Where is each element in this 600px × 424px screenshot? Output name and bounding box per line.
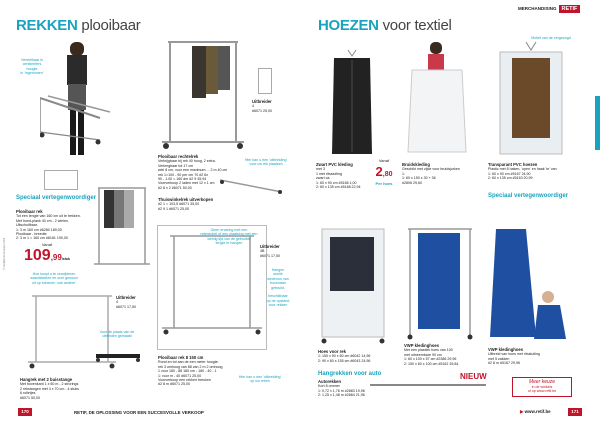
car-info: Autorekken Kort 8 ommer 1: 0,72 x 1,76 m #2883 19,96 2: 1,25 x 1,48 m #2884 21,96: [318, 379, 365, 398]
note-fold: Verstelbaar in centimeters hoogte in ‘ingenomen’: [20, 58, 44, 76]
note-mid: Hoe koopt u te verwijderen wasmiddelen en over gewoon uit op schenen ‘ook andere’: [30, 272, 78, 285]
black-cover-photo: [328, 48, 376, 158]
inset-wheels-photo: [44, 170, 78, 190]
cover1-info: Zwart PVC kleding met 3 1 met ritssluiting zwart ca. 1: 60 x 90 cm #5166 1,00 2: 60 x 135 cm #5168 22,94: [316, 162, 361, 190]
shelf-photo: [92, 350, 144, 364]
section-title-left: Speciaal vertegenwoordiger: [16, 195, 97, 201]
rack-top-info: Plooibaar rechtelrek Verkrijgbaar bij rek 40 hoog, 2 extra. Verlengbaar tot 17 cm wiel 8 cm, voor een maximum ... 2 m 40 cm rek 1=100 - 90 per cm 70 #2 6x 90 - 1.00 = 160 dm #2 9 45,94 Voorverkoop 2 laden met 12 x 1 cm #2 8 x 2 #6071 50,00: [158, 154, 228, 190]
page-number-left: 170: [18, 408, 32, 416]
promo-box: [512, 377, 572, 397]
price-pre: Vanaf: [41, 242, 53, 247]
note-hook3: Hangen snelle wederom van bovenaan gebruikt, beschikbaar op de opstand voor rekken: [266, 268, 290, 308]
price-pre-right: Vanaf: [378, 158, 390, 163]
note-top-right: Motief van de vergeoogd: [531, 36, 571, 40]
price-unit-right: Per hoes: [375, 181, 393, 186]
price-dec: ,99: [50, 253, 62, 262]
price-dec-right: ,80: [382, 171, 393, 178]
side-tab: [595, 96, 600, 150]
rack-top2-info: Thuiswinkelrek uitverkopen #2 1 = 103,5 #6071 35,00 #2 9 1 #6071 25,00: [158, 197, 214, 211]
cover6-info: VWP kledinghoes Uitbreid van hoes met ritssluiting met 5 zakken #2 8 m #5167 29,96: [488, 347, 540, 366]
cover3-info: Transparant PVC hoezen Plastic met 8 haken, 'open' en haak 'te' van 1: 60 x 90 cm #5167 24,90 2: 60 x 135 cm #5163 20,99: [488, 162, 557, 181]
promo-line2: in de winkels of op www.retif.be: [527, 384, 557, 393]
page-title-right: HOEZEN voor textiel: [318, 17, 452, 34]
promo-line1: Meer keuze: [528, 379, 556, 385]
footer-left: RETIF, DE OPLOSSING VOOR EEN SUCCESVOLLE VERKOOP: [74, 410, 204, 415]
price-badge-right: [366, 158, 402, 186]
hook3-info: Uitbreider 4B #6071 17,50: [260, 244, 280, 258]
rack-cover-photo: [318, 225, 388, 347]
folded-rack-photo: [218, 176, 284, 196]
price-unit: /stuk: [61, 257, 70, 261]
note-bottom: Hier kan u een 'uitbreiding' op uw reken: [238, 375, 282, 384]
note-mid2: Voor de plaats van de uiteinden gemaakt: [99, 330, 135, 339]
hook-photo: [258, 68, 272, 94]
brand-pre: MERCHANDISING: [518, 6, 557, 11]
cover4-info: Hoes voor rek 1: 150 x 90 x 60 cm #6042 14,96 2: 90 x 60 x 155 cm #6043 24,96: [318, 349, 371, 363]
page-title-left: REKKEN plooibaar: [16, 17, 141, 34]
price-int-right: 2: [375, 164, 383, 179]
hook-info: Uitbreider 4 #6071 25,00: [252, 99, 272, 113]
footer-url: ▶ www.retif.be: [520, 409, 551, 414]
transparent-cover-photo: [496, 40, 566, 158]
rack-spec-info: Plooibaar rek Tot een lengte van 160 cm uit te trekken. Met hoed-plank 40 cm - 2 wielen. Uitschuifbaar. 1: 3 m 160 cm #6280 189,00 Plooibaar - breedte 2: 3 m 1 = 160 cm #6181 190,00: [16, 209, 81, 241]
bridal-cover-photo: [402, 40, 472, 160]
note-top: Hier kan u een 'uitbreiding' voor uw rek plaatsen: [244, 158, 288, 167]
rack-bottom-info: Hangrek met 2 buisstange Met bovenkant 1 x 60 m - 2 strorings 2 rekstangen met 4 x 70 cm - 4 stuks 6 rolletjes #6071 50,00: [20, 377, 79, 400]
note-mid3: Geen ervaring met een rekmeubel of een plaatsing met een weinig tijd van de gebruikte lengte te hangen: [200, 228, 258, 246]
brand-logo: [518, 6, 580, 12]
brand-name: RETIF: [559, 5, 581, 13]
blue-cover-photo: [404, 225, 476, 343]
mid-rack-photo: [162, 230, 262, 342]
price-badge-left: [22, 242, 72, 265]
right-page: [300, 0, 600, 424]
section-title-right: Speciaal vertegenwoordiger: [488, 193, 569, 199]
spec-rack-photo: [94, 184, 150, 270]
rack-mid-info: Plooibaar rek 8 150 cm Rond en tot aan de een meter hoogte. rek 3 omhoog van 88 van 2 m 2 omhoog 1 voor 180 - 88 180 cm - 180 - 40 - 1 1: voor m - 40 #6071 25,00 Voorverkoop een rekken breuken #2 8 m #6071 25,00: [158, 355, 223, 387]
new-badge: NIEUW: [460, 372, 487, 381]
hook2-info: Uitbreider 4 #6071 17,50: [116, 295, 136, 309]
price-int: 109: [24, 247, 51, 264]
page-number-right: 171: [568, 408, 582, 416]
top-rack-photo: [162, 32, 244, 152]
man-blue-cover-photo: [486, 225, 576, 343]
cover5-info: VWP kledinghoes Met een plastiek hoes van 100 met uitneembare 90 cm 1: 60 x 100 x 57 cm #2386 29,96 2: 150 x 60 x 100 cm #5162 39,84: [404, 343, 459, 366]
cover2-info: Bruidskleding Geschikt met zijde voor bruidsjurken 1: 1: 60 x 150 x 30 + 36 #2806 29,60: [402, 162, 460, 185]
vertical-credit: © tienfij/Retif tenopper 2009: [3, 237, 6, 270]
section-title-car: Hangrekken voor auto: [318, 371, 382, 377]
